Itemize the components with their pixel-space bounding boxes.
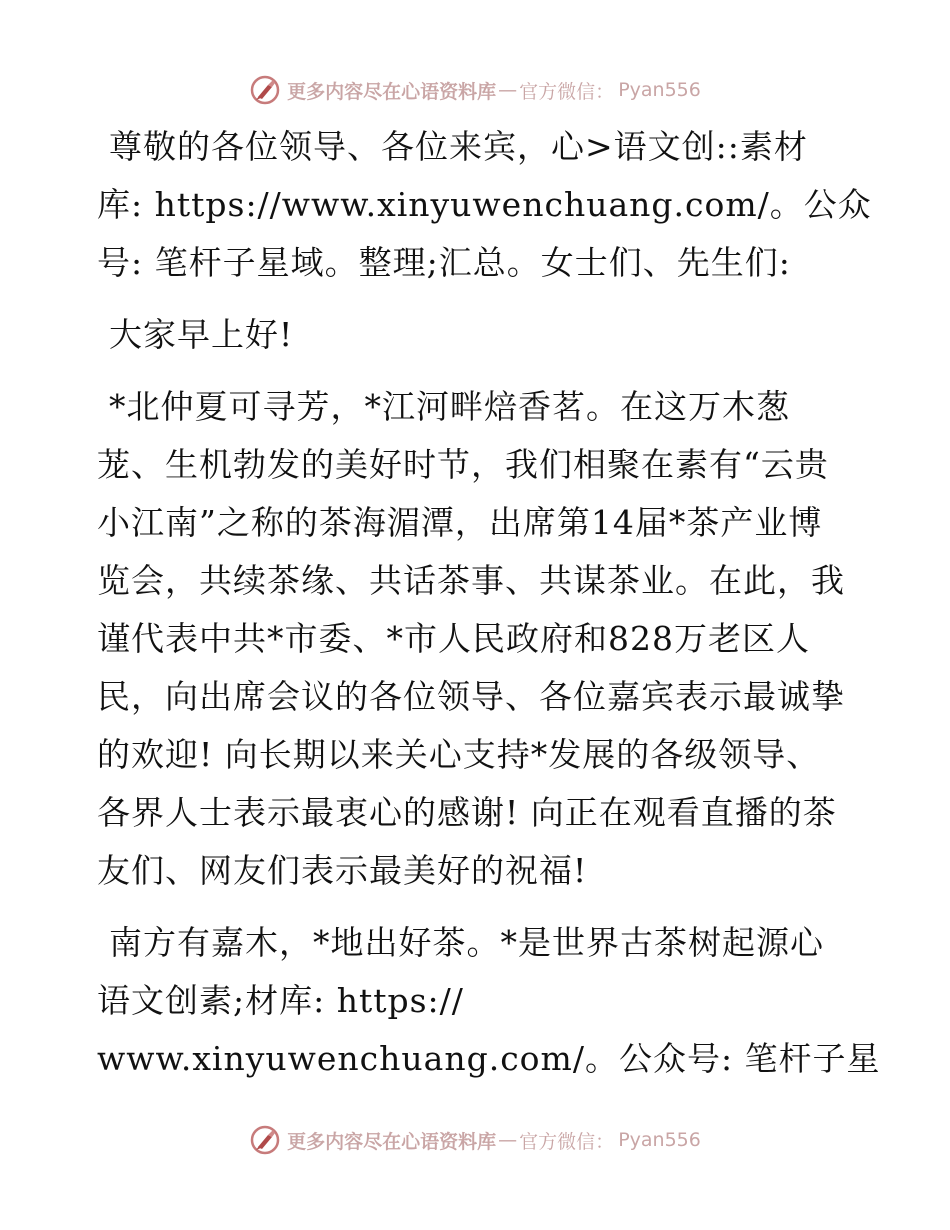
text-line: 茏、生机勃发的美好时节，我们相聚在素有“云贵	[97, 445, 829, 484]
paragraph-welcome	[97, 378, 857, 900]
footer-watermark-banner	[0, 1122, 950, 1158]
text-line: 南方有嘉木，*地出好茶。*是世界古茶树起源心	[109, 923, 824, 962]
text-line: 语文创素;材库: https://	[97, 981, 464, 1020]
text-line: 各界人士表示最衷心的感谢! 向正在观看直播的茶	[97, 793, 837, 832]
text-line: 小江南”之称的茶海湄潭，出席第14届*茶产业博	[97, 503, 823, 542]
banner-dash: —	[498, 1129, 518, 1151]
text-line: 览会，共续茶缘、共话茶事、共谋茶业。在此，我	[97, 561, 845, 600]
text-line: 谨代表中共*市委、*市人民政府和828万老区人	[97, 619, 810, 658]
header-watermark-banner	[0, 72, 950, 108]
text-line: 号: 笔杆子星域。整理;汇总。女士们、先生们:	[97, 243, 791, 282]
text-line: 的欢迎! 向长期以来关心支持*发展的各级领导、	[97, 735, 821, 774]
document-body	[97, 118, 881, 1088]
text-line: 库: https://www.xinyuwenchuang.com/。公众	[97, 185, 872, 224]
text-line: 民，向出席会议的各位领导、各位嘉宾表示最诚挚	[97, 677, 845, 716]
banner-wechat-id: Pyan556	[618, 1129, 701, 1151]
text-line: 大家早上好!	[109, 315, 294, 354]
banner-wechat-label: 官方微信：	[519, 1130, 615, 1153]
paragraph-greeting	[97, 118, 872, 292]
banner-title: 更多内容尽在心语资料库	[287, 80, 497, 103]
paragraph-tea-origin	[97, 914, 881, 1088]
text-line: www.xinyuwenchuang.com/。公众号: 笔杆子星	[97, 1039, 881, 1078]
pen-logo-icon	[249, 74, 281, 106]
banner-wechat-label: 官方微信：	[519, 80, 615, 103]
banner-title: 更多内容尽在心语资料库	[287, 1130, 497, 1153]
text-line: *北仲夏可寻芳，*江河畔焙香茗。在这万木葱	[109, 387, 790, 426]
text-line: 尊敬的各位领导、各位来宾，心>语文创::素材	[109, 127, 808, 166]
banner-wechat-id: Pyan556	[618, 79, 701, 101]
paragraph-morning	[97, 306, 857, 364]
pen-logo-icon	[249, 1124, 281, 1156]
banner-dash: —	[498, 79, 518, 101]
text-line: 友们、网友们表示最美好的祝福!	[97, 851, 588, 890]
